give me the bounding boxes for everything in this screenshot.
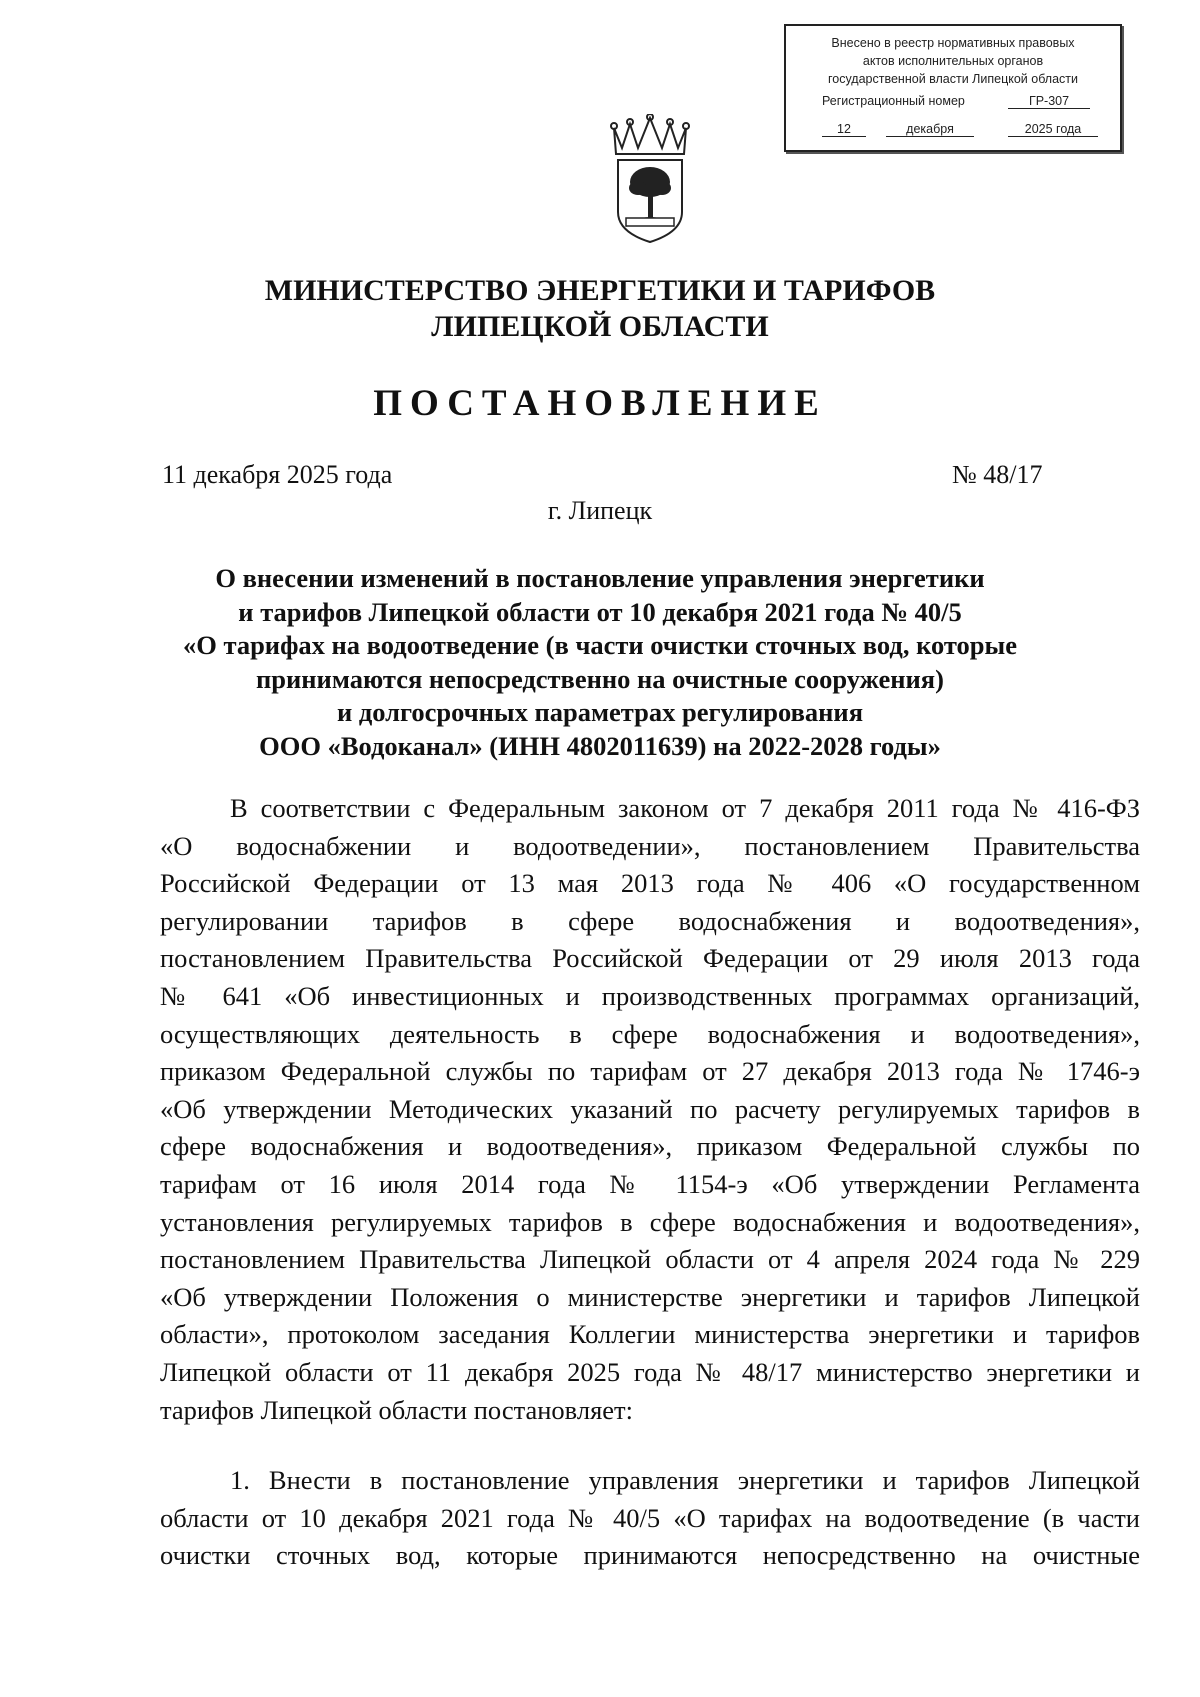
preamble-line: В соответствии с Федеральным законом от 7 декабря 2011 года № 416-ФЗ xyxy=(230,793,1140,823)
stamp-reg-number: ГР-307 xyxy=(1008,94,1090,109)
preamble-line: постановлением Правительства Российской Федерации от 29 июля 2013 года xyxy=(160,943,1140,974)
item-1-line: 1. Внести в постановление управления энергетики и тарифов Липецкой xyxy=(230,1465,1140,1495)
preamble-line: установления регулируемых тарифов в сфере водоснабжения и водоотведения», xyxy=(160,1206,1140,1237)
ministry-name-line-1: МИНИСТЕРСТВО ЭНЕРГЕТИКИ И ТАРИФОВ xyxy=(264,274,936,307)
document-subject xyxy=(150,562,1050,763)
document-type-title: ПОСТАНОВЛЕНИЕ xyxy=(373,383,827,424)
preamble-line: тарифов Липецкой области постановляет: xyxy=(160,1394,633,1425)
subject-line: О внесении изменений в постановление управления энергетики xyxy=(215,563,985,593)
preamble-paragraph xyxy=(160,790,1140,1429)
preamble-line: «О водоснабжении и водоотведении», постановлением Правительства xyxy=(160,830,1140,861)
ministry-name-line-2: ЛИПЕЦКОЙ ОБЛАСТИ xyxy=(431,310,769,343)
subject-line: и тарифов Липецкой области от 10 декабря 2021 года № 40/5 xyxy=(238,596,962,627)
preamble-line: регулировании тарифов в сфере водоснабжения и водоотведения», xyxy=(160,905,1140,936)
document-number: № 48/17 xyxy=(952,460,1043,489)
subject-line: принимаются непосредственно на очистные сооружения) xyxy=(256,663,944,694)
coat-of-arms-emblem xyxy=(606,114,694,250)
preamble-line: «Об утверждении Положения о министерстве энергетики и тарифов Липецкой xyxy=(160,1281,1140,1312)
subject-line: «О тарифах на водоотведение (в части очистки сточных вод, которые xyxy=(182,630,1017,660)
preamble-line: сфере водоснабжения и водоотведения», приказом Федеральной службы по xyxy=(160,1131,1140,1162)
preamble-line: тарифам от 16 июля 2014 года № 1154-э «Об утверждении Регламента xyxy=(160,1168,1140,1199)
registry-stamp xyxy=(784,24,1122,152)
preamble-line: осуществляющих деятельность в сфере водоснабжения и водоотведения», xyxy=(160,1018,1140,1049)
item-1-line: области от 10 декабря 2021 года № 40/5 «О тарифах на водоотведение (в части xyxy=(160,1502,1140,1533)
stamp-month: декабря xyxy=(886,122,974,137)
preamble-line: приказом Федеральной службы по тарифам от 27 декабря 2013 года № 1746-э xyxy=(160,1056,1140,1087)
preamble-line: Липецкой области от 11 декабря 2025 года № 48/17 министерство энергетики и xyxy=(160,1356,1140,1387)
item-1-paragraph xyxy=(160,1462,1140,1575)
preamble-line: № 641 «Об инвестиционных и производственных программах организаций, xyxy=(160,980,1140,1011)
stamp-line-3: государственной власти Липецкой области xyxy=(827,72,1079,86)
stamp-day: 12 xyxy=(822,122,866,137)
document-city: г. Липецк xyxy=(547,496,653,525)
document-date: 11 декабря 2025 года xyxy=(162,460,393,489)
subject-line: ООО «Водоканал» (ИНН 4802011639) на 2022-2028 годы» xyxy=(259,730,941,761)
preamble-line: Российской Федерации от 13 мая 2013 года № 406 «О государственном xyxy=(160,868,1140,899)
preamble-line: постановлением Правительства Липецкой области от 4 апреля 2024 года № 229 xyxy=(160,1244,1140,1275)
stamp-year: 2025 года xyxy=(1008,122,1098,137)
stamp-line-2: актов исполнительных органов xyxy=(862,54,1044,68)
stamp-line-1: Внесено в реестр нормативных правовых xyxy=(831,36,1075,50)
preamble-line: «Об утверждении Методических указаний по расчету регулируемых тарифов в xyxy=(160,1093,1140,1124)
item-1-line: очистки сточных вод, которые принимаются непосредственно на очистные xyxy=(160,1540,1140,1571)
subject-line: и долгосрочных параметрах регулирования xyxy=(336,697,864,727)
stamp-reg-label: Регистрационный номер xyxy=(822,94,965,108)
preamble-line: области», протоколом заседания Коллегии министерства энергетики и тарифов xyxy=(160,1319,1140,1350)
